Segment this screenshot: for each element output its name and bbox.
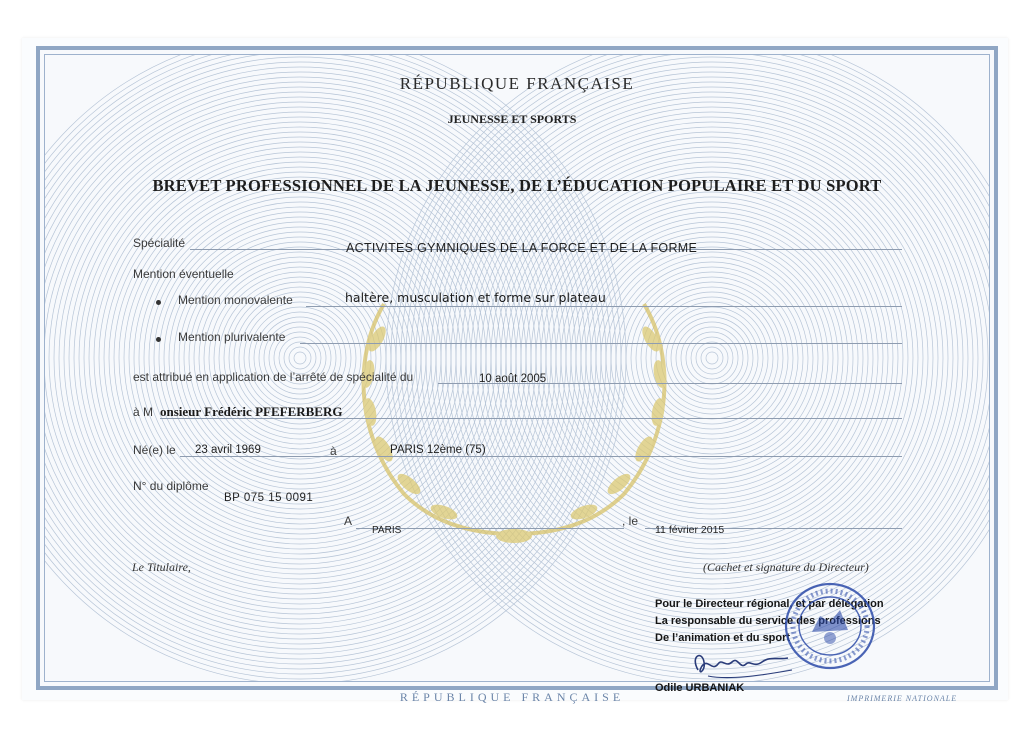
specialite-value: ACTIVITES GYMNIQUES DE LA FORCE ET DE LA FORME xyxy=(346,241,698,255)
mention-label: Mention éventuelle xyxy=(133,267,234,281)
delegation-line-1: Pour le Directeur régional, et par délégation xyxy=(655,598,884,610)
diploma-number: BP 075 15 0091 xyxy=(224,492,314,504)
handwritten-signature xyxy=(688,646,798,682)
diploma-number-label: N° du diplôme xyxy=(133,479,209,493)
arrete-label: est attribué en application de l’arrêté de spécialité du xyxy=(133,370,414,384)
republic-heading: RÉPUBLIQUE FRANÇAISE xyxy=(399,74,635,93)
arrete-value: 10 août 2005 xyxy=(479,373,547,385)
date-value: 11 février 2015 xyxy=(655,524,725,536)
diploma-title: BREVET PROFESSIONNEL DE LA JEUNESSE, DE L’ÉDUCATION POPULAIRE ET DU SPORT xyxy=(152,176,882,195)
specialite-label: Spécialité xyxy=(133,236,186,250)
pluri-line xyxy=(300,343,902,344)
mono-bullet xyxy=(156,300,161,305)
mono-value: haltère, musculation et forme sur plateau xyxy=(345,290,606,305)
delegation-line-2: La responsable du service des professions xyxy=(655,615,881,627)
mono-label: Mention monovalente xyxy=(178,293,293,307)
director-label: (Cachet et signature du Directeur) xyxy=(703,560,869,574)
pluri-label: Mention plurivalente xyxy=(178,330,286,344)
mono-line xyxy=(306,306,902,307)
place-label: A xyxy=(344,514,353,528)
recipient-name: onsieur Frédéric PFEFERBERG xyxy=(160,404,343,419)
footer-republic: RÉPUBLIQUE FRANÇAISE xyxy=(399,690,625,704)
date-label: , le xyxy=(622,514,639,528)
pluri-bullet xyxy=(156,337,161,342)
birth-line xyxy=(180,456,902,457)
birth-place: PARIS 12ème (75) xyxy=(390,444,486,456)
signatory-name: Odile URBANIAK xyxy=(655,682,745,694)
birth-date: 23 avril 1969 xyxy=(195,444,261,456)
holder-label: Le Titulaire, xyxy=(132,560,191,574)
birth-label: Né(e) le xyxy=(133,443,176,457)
ministry-heading: JEUNESSE ET SPORTS xyxy=(447,112,577,126)
printer-label: IMPRIMERIE NATIONALE xyxy=(847,694,958,703)
birth-place-label: à xyxy=(330,444,337,458)
place-value: PARIS xyxy=(372,525,402,536)
recipient-label: à M xyxy=(133,405,154,419)
delegation-line-3: De l’animation et du sport xyxy=(655,632,791,644)
